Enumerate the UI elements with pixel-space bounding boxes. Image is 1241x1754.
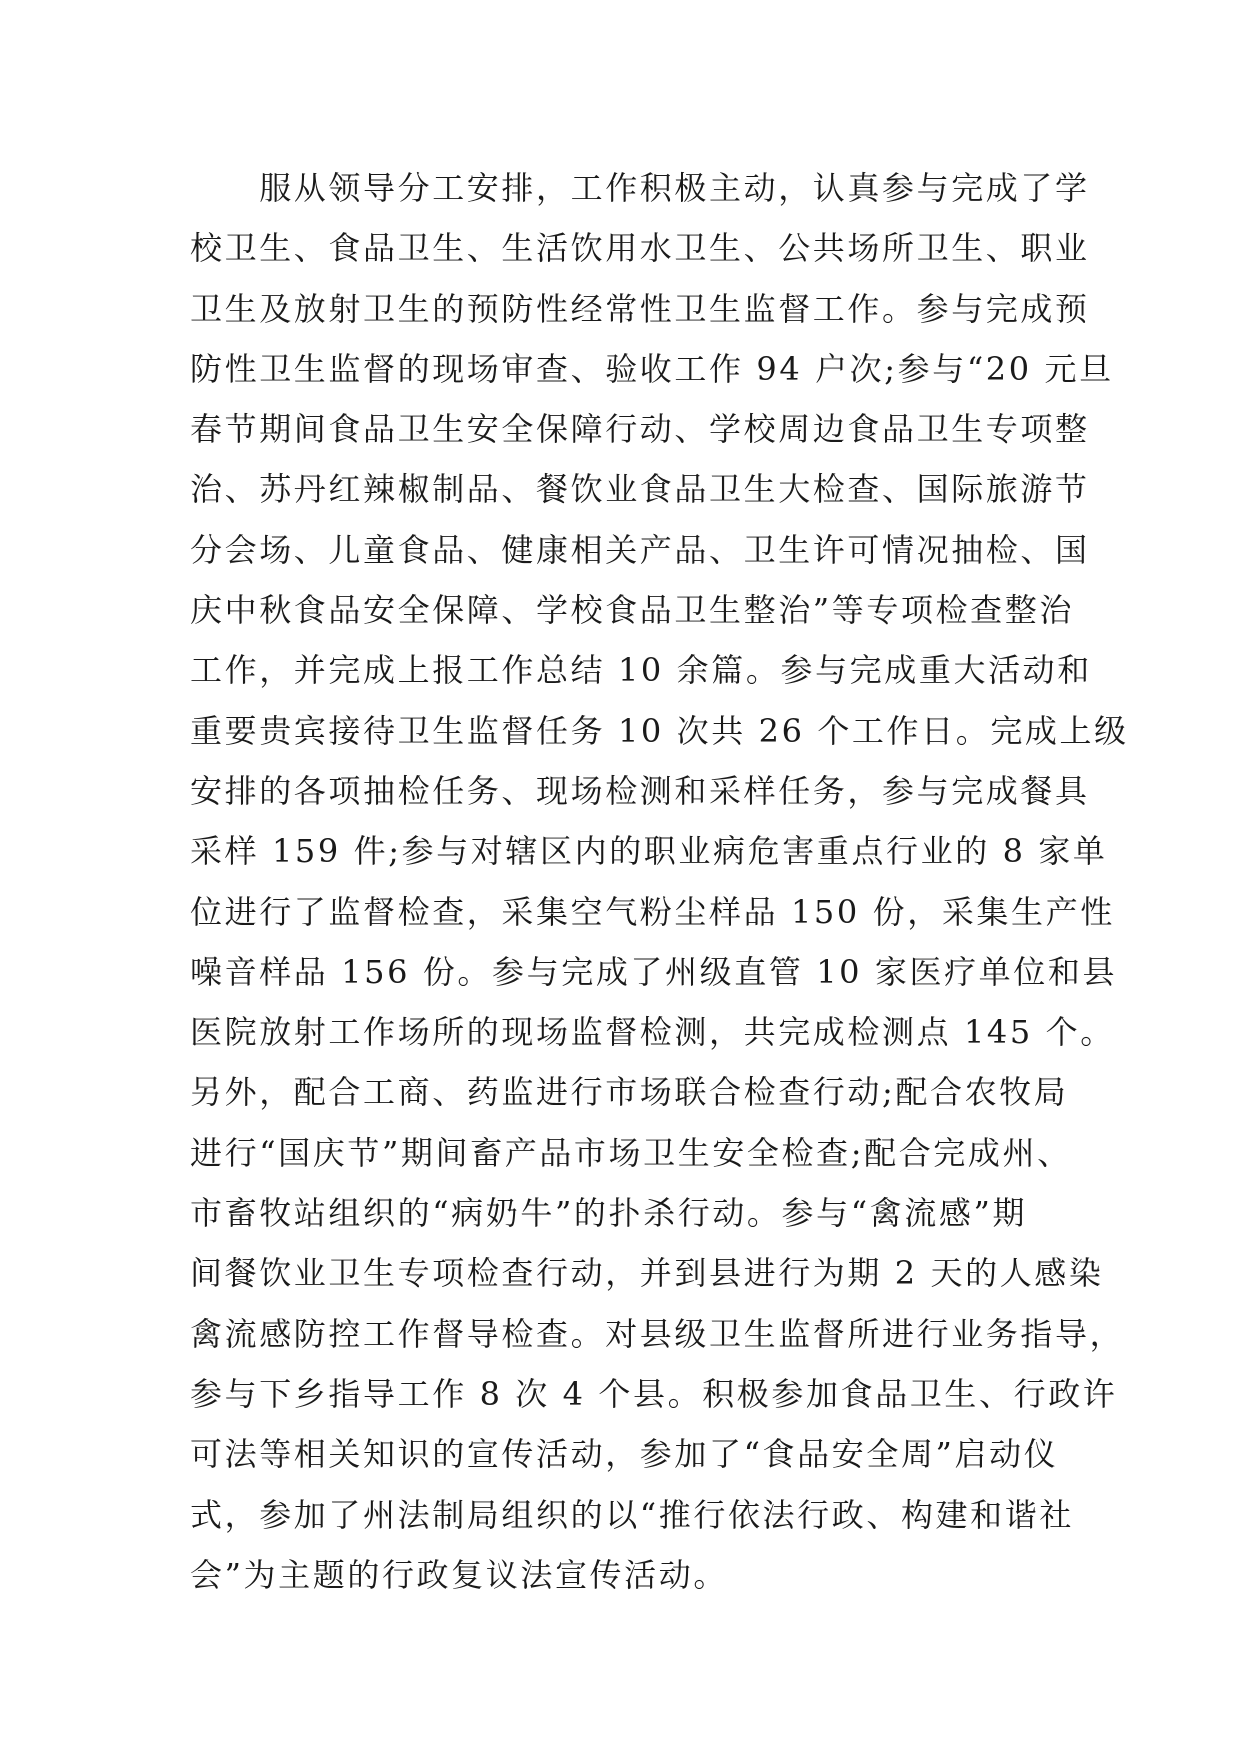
paragraph-line-22: 可法等相关知识的宣传活动，参加了“食品安全周”启动仪 <box>190 1435 1059 1474</box>
paragraph-line-24: 会”为主题的行政复议法宣传活动。 <box>190 1555 728 1594</box>
paragraph-line-1: 服从领导分工安排，工作积极主动，认真参与完成了学 <box>190 169 1090 207</box>
paragraph-line-20: 禽流感防控工作督导检查。对县级卫生监督所进行业务指导， <box>190 1314 1125 1353</box>
paragraph-line-16: 另外，配合工商、药监进行市场联合检查行动;配合农牧局 <box>190 1073 1069 1112</box>
paragraph-line-9: 工作，并完成上报工作总结 10 余篇。参与完成重大活动和 <box>190 651 1092 690</box>
paragraph-line-23: 式，参加了州法制局组织的以“推行依法行政、构建和谐社 <box>190 1495 1074 1534</box>
paragraph-line-11: 安排的各项抽检任务、现场检测和采样任务，参与完成餐具 <box>190 771 1090 810</box>
paragraph-line-19: 间餐饮业卫生专项检查行动，并到县进行为期 2 天的人感染 <box>190 1254 1104 1293</box>
paragraph-line-17: 进行“国庆节”期间畜产品市场卫生安全检查;配合完成州、 <box>190 1133 1072 1172</box>
paragraph-line-13: 位进行了监督检查，采集空气粉尘样品 150 份，采集生产性 <box>190 892 1115 931</box>
paragraph-line-6: 治、苏丹红辣椒制品、餐饮业食品卫生大检查、国际旅游节 <box>190 470 1090 509</box>
paragraph-line-15: 医院放射工作场所的现场监督检测，共完成检测点 145 个。 <box>190 1013 1115 1052</box>
paragraph-line-7: 分会场、儿童食品、健康相关产品、卫生许可情况抽检、国 <box>190 530 1090 569</box>
paragraph-line-10: 重要贵宾接待卫生监督任务 10 次共 26 个工作日。完成上级 <box>190 711 1129 750</box>
paragraph-line-21: 参与下乡指导工作 8 次 4 个县。积极参加食品卫生、行政许 <box>190 1374 1118 1413</box>
paragraph-line-2: 校卫生、食品卫生、生活饮用水卫生、公共场所卫生、职业 <box>190 229 1090 268</box>
paragraph-line-12: 采样 159 件;参与对辖区内的职业病危害重点行业的 8 家单 <box>190 832 1108 871</box>
body-paragraph <box>190 158 1129 1605</box>
paragraph-line-18: 市畜牧站组织的“病奶牛”的扑杀行动。参与“禽流感”期 <box>190 1194 1028 1233</box>
paragraph-line-4: 防性卫生监督的现场审查、验收工作 94 户次;参与“20 元旦 <box>190 349 1114 388</box>
paragraph-line-3: 卫生及放射卫生的预防性经常性卫生监督工作。参与完成预 <box>190 289 1090 328</box>
paragraph-line-5: 春节期间食品卫生安全保障行动、学校周边食品卫生专项整 <box>190 410 1090 449</box>
paragraph-line-14: 噪音样品 156 份。参与完成了州级直管 10 家医疗单位和县 <box>190 952 1118 991</box>
paragraph-line-8: 庆中秋食品安全保障、学校食品卫生整治”等专项检查整治 <box>190 591 1074 630</box>
